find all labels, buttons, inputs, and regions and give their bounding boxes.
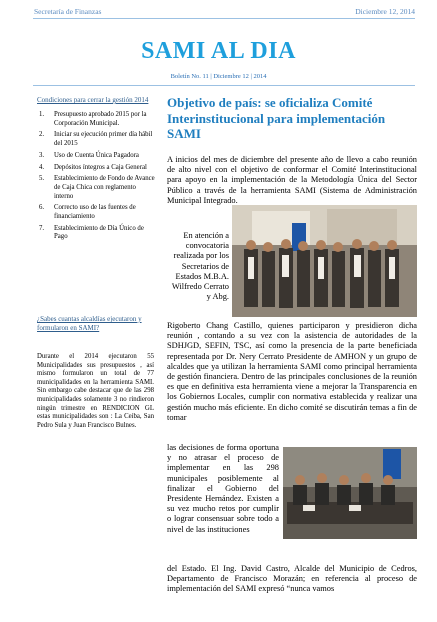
conditions-list xyxy=(37,111,155,242)
article-intro: A inicios del mes de diciembre del presente año de llevo a cabo reunión de alto nivel con el objetivo de conformar el Comité Interinstitucional para apoyo en la implementación de la Metodología Única del Sector Público a través de la herramienta SAMI (Sistema de Administración Municipal Integrado. xyxy=(167,155,417,205)
group-photo-image xyxy=(232,205,417,317)
article-closing: del Estado. El Ing. David Castro, Alcalde del Municipio de Cedros, Departamento de Francisco Morazán; en referencia al proceso de implementación del SAMI expresó “nunca vamos xyxy=(167,564,417,594)
list-item: 3. Uso de Cuenta Única Pagadora xyxy=(39,151,139,159)
article-body: Rigoberto Chang Castillo, quienes participaron y presidieron dicha reunión , contando a su vez con la asistencia de autoridades de la SDHJGD, SEFIN, TSC, así como la presencia de la parte beneficiada representada por Dr. Nery Cerrato Presidente de AMHON y un grupo de alcaldes que ya utilizan la herramienta SAMI como principal herramienta de gestión financiera. Dentro de las principales conclusiones de la reunión es que en definitiva esta herramienta viene a mejorar la Transparencia en los Gobiernos Locales, cumplir con normativa establecida y realizar una gestión mucho más eficiente. En dicho comité se discutirán temas a fin de tomar xyxy=(167,321,417,422)
header-date: Diciembre 12, 2014 xyxy=(355,7,415,16)
list-item: 4. Depósitos íntegros a Caja General xyxy=(39,163,147,171)
newsletter-title: SAMI AL DIA xyxy=(141,38,296,64)
article-title: Objetivo de país: se oficializa Comité Interinstitucional para implementación SAMI xyxy=(167,95,386,141)
list-item: 5. Establecimiento de Fondo de Avance de Caja Chica con reglamento interno xyxy=(39,175,155,200)
article-column-narrow-2: las decisiones de forma oportuna y no atrasar el proceso de implementar en las 298 municipales posiblemente al finalizar el Gobierno del Presidente Hernández. Existen a su vez mucho retos por cumplir o lograr consensuar sobre todo a nivel de las instituciones xyxy=(167,443,279,534)
list-item: 1. Presupuesto aprobado 2015 por la Corporación Municipal. xyxy=(39,111,147,127)
sidebar xyxy=(37,96,155,245)
list-item: 7. Establecimiento de Día Único de Pago xyxy=(39,224,144,241)
header-divider xyxy=(33,18,415,19)
meeting-photo xyxy=(283,447,417,539)
meeting-photo-image xyxy=(283,447,417,539)
list-item: 2. Iniciar su ejecución primer día hábil del 2015 xyxy=(39,131,153,148)
sidebar-paragraph: Durante el 2014 ejecutaron 55 Municipalidades sus presupuestos , así mismo formularon un total de 77 municipalidades en la herramienta SAMI. Sin embargo cabe destacar que de las 298 municipalidades solamente 3 no rindieron ningún trimestre en RENDICION GL estas municipalidades son : La Ceiba, San Pedro Sula y Juan Francisco Bulnes. xyxy=(37,353,154,429)
subtitle-divider xyxy=(33,85,415,86)
sidebar-question: ¿Sabes cuantas alcaldías ejecutaron y formularon en SAMI? xyxy=(37,315,142,332)
header-section-name: Secretaría de Finanzas xyxy=(34,7,102,16)
group-photo xyxy=(232,205,417,317)
sidebar-heading: Condiciones para cerrar la gestión 2014 xyxy=(37,96,149,104)
article-column-narrow: En atención a convocatoria realizada por los Secretarios de Estados M.B.A. Wilfredo Cerrato y Abg. xyxy=(171,231,229,302)
newsletter-subtitle: Boletín No. 11 | Diciembre 12 | 2014 xyxy=(170,73,267,80)
list-item: 6. Correcto uso de las fuentes de financiamiento xyxy=(39,204,136,221)
